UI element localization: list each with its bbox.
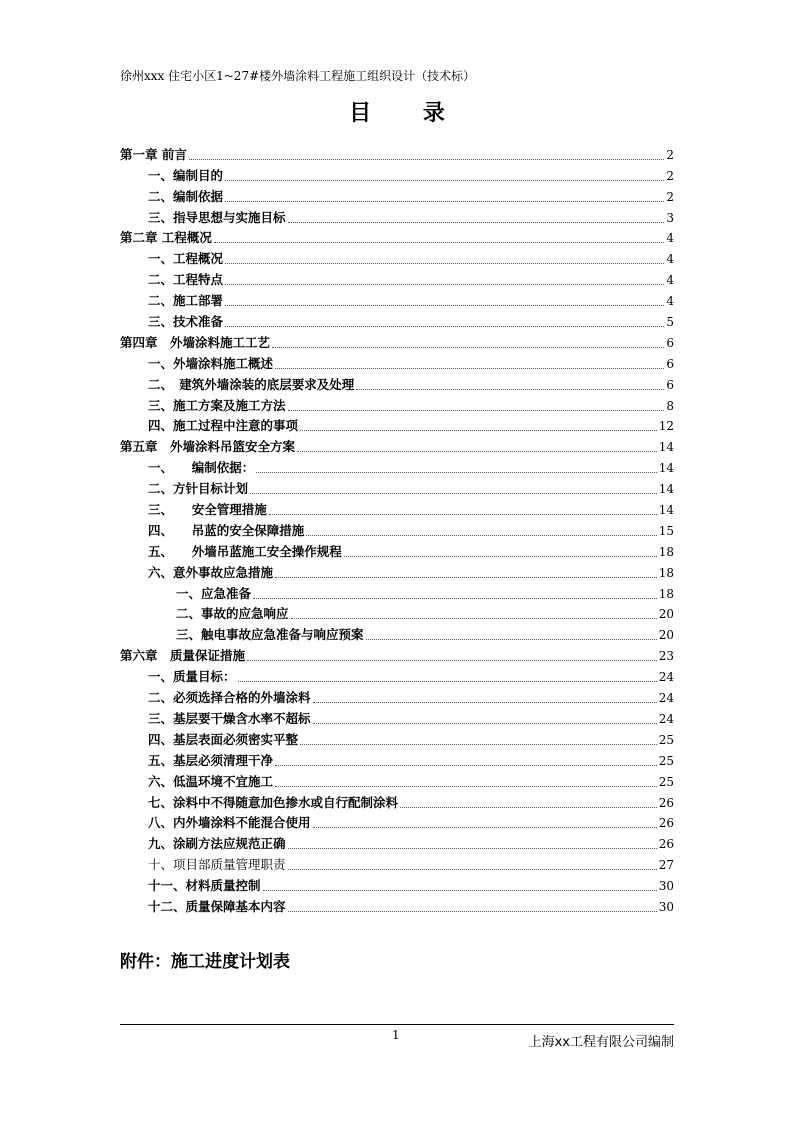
toc-leader-dots: [306, 535, 656, 536]
toc-entry[interactable]: [120, 729, 674, 750]
toc-entry-page: 25: [658, 774, 674, 789]
toc-entry[interactable]: [120, 792, 674, 813]
toc-entry-label: 第六章 质量保证措施: [120, 648, 246, 664]
toc-entry-label: 十一、材料质量控制: [148, 878, 261, 894]
toc-entry-label: 四、施工过程中注意的事项: [148, 418, 299, 434]
toc-entry-label: 一、应急准备: [176, 585, 252, 601]
toc-entry[interactable]: [120, 144, 674, 165]
toc-entry-label: 十二、质量保障基本内容: [148, 898, 286, 914]
toc-entry[interactable]: [120, 499, 674, 520]
toc-entry[interactable]: [120, 374, 674, 395]
toc-entry[interactable]: [120, 165, 674, 186]
toc-leader-dots: [300, 430, 657, 431]
toc-leader-dots: [288, 222, 665, 223]
toc-entry-label: 三、指导思想与实施目标: [148, 209, 286, 225]
toc-entry-page: 20: [658, 628, 674, 643]
toc-entry-label: 一、 编制依据：: [148, 460, 255, 476]
toc-entry-label: 三、施工方案及施工方法: [148, 397, 286, 413]
toc-leader-dots: [356, 389, 664, 390]
toc-entry-label: 二、编制依据: [148, 188, 224, 204]
toc-entry-label: 六、意外事故应急措施: [148, 564, 274, 580]
toc-entry-page: 27: [658, 858, 674, 873]
toc-entry[interactable]: [120, 395, 674, 416]
toc-entry-page: 24: [658, 670, 674, 685]
toc-entry[interactable]: [120, 416, 674, 437]
toc-entry-label: 六、低温环境不宜施工: [148, 773, 274, 789]
toc-leader-dots: [313, 702, 657, 703]
toc-entry[interactable]: [120, 562, 674, 583]
toc-leader-dots: [238, 681, 657, 682]
toc-entry[interactable]: [120, 583, 674, 604]
toc-entry[interactable]: [120, 436, 674, 457]
toc-entry-page: 23: [658, 649, 674, 664]
toc-entry-label: 第四章 外墙涂料施工工艺: [120, 334, 271, 350]
toc-entry-page: 15: [658, 523, 674, 538]
toc-leader-dots: [225, 180, 664, 181]
toc-entry-label: 一、外墙涂料施工概述: [148, 355, 274, 371]
appendix-heading: 附件：施工进度计划表: [120, 952, 290, 972]
toc-entry-page: 18: [658, 565, 674, 580]
company-name: 上海xx工程有限公司编制: [528, 1035, 674, 1050]
toc-entry[interactable]: [120, 269, 674, 290]
toc-title: 目 录: [349, 100, 467, 126]
toc-leader-dots: [275, 765, 657, 766]
toc-entry-page: 4: [666, 231, 674, 246]
toc-entry[interactable]: [120, 332, 674, 353]
toc-entry[interactable]: [120, 813, 674, 834]
toc-entry-label: 七、涂料中不得随意加色掺水或自行配制涂料: [148, 794, 399, 810]
toc-entry-label: 一、编制目的: [148, 167, 224, 183]
toc-entry-label: 第一章 前言: [120, 146, 187, 162]
toc-entry[interactable]: [120, 541, 674, 562]
toc-leader-dots: [313, 723, 657, 724]
toc-entry-page: 26: [658, 795, 674, 810]
toc-entry-page: 5: [666, 315, 674, 330]
toc-entry-page: 6: [666, 377, 674, 392]
toc-leader-dots: [275, 577, 657, 578]
toc-entry-label: 五、基层必须清理干净: [148, 752, 274, 768]
toc-leader-dots: [269, 514, 657, 515]
toc-entry-page: 18: [658, 586, 674, 601]
toc-leader-dots: [288, 869, 657, 870]
toc-leader-dots: [288, 848, 657, 849]
toc-entry[interactable]: [120, 708, 674, 729]
toc-entry-page: 3: [666, 210, 674, 225]
toc-entry-label: 二、施工部署: [148, 293, 224, 309]
toc-entry[interactable]: [120, 248, 674, 269]
toc-leader-dots: [297, 451, 657, 452]
toc-entry-label: 一、工程概况: [148, 251, 224, 267]
toc-leader-dots: [263, 890, 657, 891]
toc-entry-label: 三、触电事故应急准备与响应预案: [176, 627, 364, 643]
toc-entry-label: 三、基层要干燥含水率不超标: [148, 710, 311, 726]
toc-entry-label: 十、项目部质量管理职责: [148, 857, 286, 873]
toc-entry[interactable]: [120, 186, 674, 207]
toc-entry[interactable]: [120, 604, 674, 625]
toc-entry-page: 6: [666, 335, 674, 350]
document-header: 徐州xxx 住宅小区1~27#楼外墙涂料工程施工组织设计（技术标）: [120, 69, 476, 83]
toc-entry-label: 三、技术准备: [148, 314, 224, 330]
toc-entry-page: 18: [658, 544, 674, 559]
toc-entry-page: 14: [658, 503, 674, 518]
toc-leader-dots: [313, 827, 657, 828]
toc-entry-page: 14: [658, 461, 674, 476]
toc-entry-label: 五、 外墙吊蓝施工安全操作规程: [148, 543, 342, 559]
toc-entry-label: 第二章 工程概况: [120, 230, 212, 246]
toc-entry-page: 14: [658, 482, 674, 497]
toc-entry[interactable]: [120, 771, 674, 792]
toc-entry[interactable]: [120, 478, 674, 499]
toc-entry[interactable]: [120, 457, 674, 478]
toc-entry-page: 30: [658, 899, 674, 914]
toc-leader-dots: [225, 263, 664, 264]
toc-leader-dots: [275, 786, 657, 787]
toc-entry-page: 4: [666, 294, 674, 309]
toc-entry-label: 四、 吊蓝的安全保障措施: [148, 522, 305, 538]
toc-leader-dots: [250, 493, 657, 494]
toc-entry-page: 30: [658, 879, 674, 894]
toc-leader-dots: [400, 807, 657, 808]
toc-entry[interactable]: [120, 311, 674, 332]
toc-entry[interactable]: [120, 228, 674, 249]
toc-leader-dots: [225, 326, 664, 327]
toc-entry-label: 八、内外墙涂料不能混合使用: [148, 815, 311, 831]
toc-entry-page: 12: [658, 419, 674, 434]
toc-entry-label: 三、 安全管理措施: [148, 502, 267, 518]
toc-leader-dots: [300, 744, 657, 745]
page-number: 1: [392, 1028, 400, 1042]
toc-entry[interactable]: [120, 750, 674, 771]
toc-entry[interactable]: [120, 290, 674, 311]
toc-leader-dots: [189, 159, 665, 160]
toc-leader-dots: [344, 556, 657, 557]
toc-entry-page: 24: [658, 711, 674, 726]
toc-entry-page: 25: [658, 732, 674, 747]
toc-leader-dots: [225, 201, 664, 202]
toc-leader-dots: [288, 911, 657, 912]
toc-leader-dots: [272, 347, 664, 348]
toc-leader-dots: [275, 368, 664, 369]
toc-leader-dots: [291, 618, 657, 619]
toc-entry-label: 一、质量目标：: [148, 669, 236, 685]
toc-entry-page: 2: [666, 189, 674, 204]
toc-entry[interactable]: [120, 875, 674, 896]
toc-leader-dots: [256, 472, 656, 473]
toc-entry-page: 4: [666, 273, 674, 288]
toc-entry-page: 26: [658, 816, 674, 831]
toc-entry[interactable]: [120, 666, 674, 687]
toc-entry-label: 二、事故的应急响应: [176, 606, 289, 622]
toc-entry-page: 6: [666, 356, 674, 371]
toc-leader-dots: [225, 284, 664, 285]
toc-entry-page: 26: [658, 837, 674, 852]
toc-leader-dots: [214, 242, 665, 243]
table-of-contents: [120, 144, 674, 917]
toc-entry[interactable]: [120, 854, 674, 875]
footer-rule: [120, 1024, 674, 1025]
toc-entry-page: 24: [658, 691, 674, 706]
toc-entry-page: 2: [666, 168, 674, 183]
toc-entry-label: 二、必须选择合格的外墙涂料: [148, 690, 311, 706]
toc-entry-label: 四、基层表面必须密实平整: [148, 731, 299, 747]
toc-entry-label: 二、 建筑外墙涂装的底层要求及处理: [148, 376, 355, 392]
toc-leader-dots: [247, 660, 657, 661]
toc-entry-label: 二、工程特点: [148, 272, 224, 288]
toc-leader-dots: [288, 410, 665, 411]
toc-entry-page: 2: [666, 147, 674, 162]
toc-entry-page: 20: [658, 607, 674, 622]
toc-entry[interactable]: [120, 353, 674, 374]
toc-entry[interactable]: [120, 896, 674, 917]
toc-leader-dots: [366, 639, 657, 640]
toc-leader-dots: [225, 305, 664, 306]
toc-entry-page: 25: [658, 753, 674, 768]
toc-entry-label: 九、涂刷方法应规范正确: [148, 836, 286, 852]
toc-entry[interactable]: [120, 520, 674, 541]
toc-leader-dots: [253, 598, 657, 599]
toc-entry[interactable]: [120, 833, 674, 854]
toc-entry-label: 第五章 外墙涂料吊篮安全方案: [120, 439, 296, 455]
toc-entry-page: 14: [658, 440, 674, 455]
toc-entry-page: 8: [666, 398, 674, 413]
toc-entry-label: 二、方针目标计划: [148, 481, 249, 497]
toc-entry[interactable]: [120, 687, 674, 708]
toc-entry[interactable]: [120, 624, 674, 645]
toc-entry-page: 4: [666, 252, 674, 267]
toc-entry[interactable]: [120, 645, 674, 666]
toc-entry[interactable]: [120, 207, 674, 228]
